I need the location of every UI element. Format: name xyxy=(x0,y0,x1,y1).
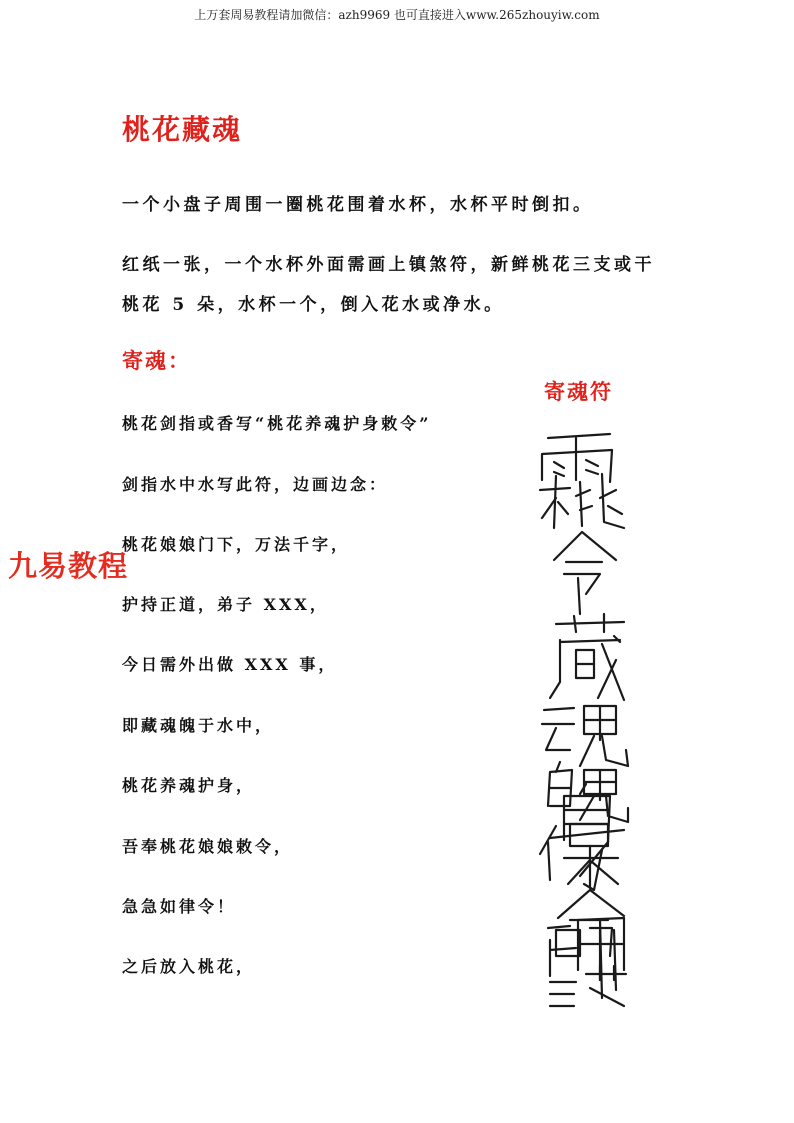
document-title: 桃花藏魂 xyxy=(122,113,243,146)
text-line-4: 护持正道，弟子 XXX， xyxy=(122,595,329,614)
page-header: 上万套周易教程请加微信：azh9969 也可直接进入www.265zhouyiw.com xyxy=(194,8,600,22)
text-line-9: 急急如律令！ xyxy=(122,897,237,916)
text-line-5: 今日需外出做 XXX 事， xyxy=(122,655,338,674)
text-line-8: 吾奉桃花娘娘敕令， xyxy=(122,837,294,856)
text-line-1: 桃花剑指或香写“桃花养魂护身敕令” xyxy=(122,414,432,433)
text-line-6: 即藏魂魄于水中， xyxy=(122,716,275,735)
watermark-logo: 九易教程 xyxy=(8,549,129,583)
section-heading: 寄魂： xyxy=(122,348,191,373)
paragraph-3: 桃花 5 朵，水杯一个，倒入花水或净水。 xyxy=(122,295,505,315)
talisman-title: 寄魂符 xyxy=(544,379,613,404)
paragraph-1: 一个小盘子周围一圈桃花围着水杯，水杯平时倒扣。 xyxy=(122,195,594,215)
paragraph-2: 红纸一张，一个水杯外面需画上镇煞符，新鲜桃花三支或干 xyxy=(122,255,655,275)
text-line-2: 剑指水中水写此符，边画边念： xyxy=(122,475,389,494)
text-line-7: 桃花养魂护身， xyxy=(122,776,256,795)
text-line-3: 桃花娘娘门下，万法千字， xyxy=(122,535,351,554)
talisman-drawing-lower xyxy=(520,780,660,1010)
text-line-10: 之后放入桃花， xyxy=(122,957,256,976)
